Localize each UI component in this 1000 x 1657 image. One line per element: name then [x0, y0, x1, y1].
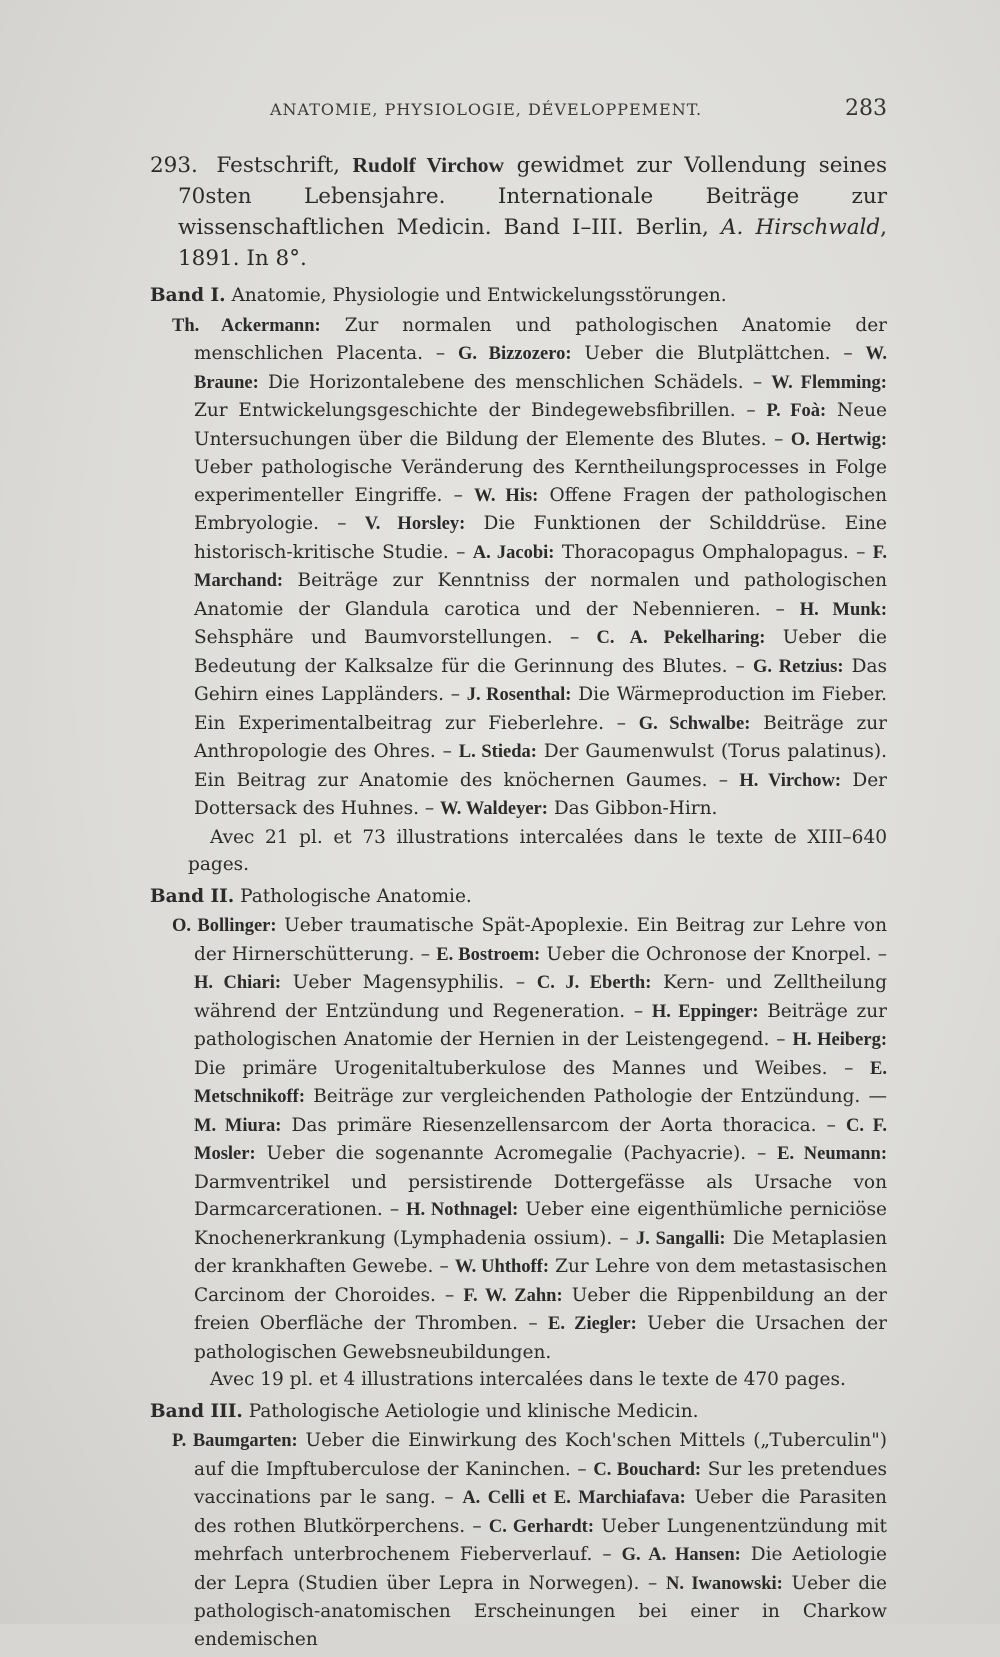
contribution-author: W. His: [474, 485, 539, 506]
band-section [150, 282, 887, 879]
contribution-author: E. Bostroem: [436, 944, 541, 965]
contribution-author: C. Bouchard: [593, 1459, 702, 1480]
contribution-title: Sur les pretendues vaccinations par le sang. – [194, 1458, 888, 1508]
contribution-title: Beiträge zur Kenntniss der normalen und pathologischen Anatomie der Glandula carotica und der Nebennieren. – [194, 570, 887, 620]
contribution-title: Sehsphäre und Baumvorstellungen. – [194, 627, 580, 648]
contribution-title: Die Aetiologie der Lepra (Studien über Lepra in Norwegen). – [194, 1544, 887, 1594]
band-title: Anatomie, Physiologie und Entwickelungsstörungen. [231, 285, 727, 306]
band-note: Avec 19 pl. et 4 illustrations intercalées dans le texte de 470 pages. [210, 1369, 846, 1390]
contribution-title: Ueber pathologische Veränderung des Kerntheilungsprocesses in Folge experimenteller Eingriffe. – [194, 457, 887, 506]
contributions-list [172, 1427, 887, 1653]
contribution-author: W. Braune: [194, 344, 887, 393]
contribution-title: Zur Entwickelungsgeschichte der Bindegewebsfibrillen. – [194, 400, 756, 421]
entry-heading [150, 150, 887, 274]
contribution-author: C. Gerhardt: [488, 1516, 594, 1537]
contribution-author: F. Marchand: [194, 542, 887, 591]
contribution-title: Der Dottersack des Huhnes. – [194, 769, 887, 819]
contribution-title: Das Gibbon-Hirn. [553, 798, 718, 819]
contribution-title: Die primäre Urogenitaltuberkulose des Mannes und Weibes. – [194, 1057, 854, 1079]
contribution-author: H. Nothnagel: [406, 1200, 519, 1220]
contribution-author: H. Munk: [799, 599, 887, 620]
contribution-author: Th. Ackermann: [172, 315, 321, 336]
band-title: Pathologische Anatomie. [240, 885, 472, 907]
contribution-author: G. Retzius: [752, 656, 844, 677]
contribution-author: C. J. Eberth: [536, 973, 652, 993]
contribution-title: Die Funktionen der Schilddrüse. Eine historisch-kritische Studie. – [194, 513, 887, 563]
contribution-author: G. A. Hansen: [621, 1545, 741, 1565]
contribution-title: Kern- und Zelltheilung während der Entzündung und Regeneration. – [194, 972, 887, 1022]
contribution-title: Das Gehirn eines Lappländers. – [194, 655, 887, 705]
contribution-author: C. A. Pekelharing: [596, 628, 766, 648]
contribution-item [436, 944, 887, 965]
contribution-author: H. Eppinger: [651, 1001, 759, 1022]
contribution-title: Ueber die sogenannte Acromegalie (Pachyacrie). – [266, 1143, 767, 1164]
contribution-author: J. Sangalli: [635, 1228, 726, 1249]
entry-text-a: Festschrift, [216, 153, 341, 178]
contribution-author: A. Celli et E. Marchiafava: [462, 1488, 686, 1508]
contribution-title: Neue Untersuchungen über die Bildung der Elemente des Blutes. – [194, 400, 887, 450]
contribution-title: Thoracopagus Omphalopagus. – [561, 541, 866, 563]
contribution-item [440, 798, 717, 819]
contribution-title: Ueber Magensyphilis. – [292, 972, 526, 993]
contribution-author: W. Waldeyer: [440, 799, 548, 819]
contribution-title: Zur normalen und pathologischen Anatomie der menschlichen Placenta. – [194, 314, 887, 364]
page-header [270, 96, 887, 130]
contribution-author: E. Metschnikoff: [194, 1058, 887, 1107]
contribution-author: E. Neumann: [777, 1144, 888, 1164]
contribution-title: Ueber die pathologisch-anatomischen Erscheinungen bei einer in Charkow endemischen [194, 1572, 888, 1650]
contribution-title: Die Wärmeproduction im Fieber. Ein Experimentalbeitrag zur Fieberlehre. – [194, 684, 887, 734]
contributions-list [172, 312, 887, 824]
contribution-author: L. Stieda: [458, 742, 537, 762]
band-heading [150, 1398, 887, 1426]
page-number: 283 [845, 96, 887, 121]
contribution-author: H. Chiari: [194, 973, 282, 993]
contribution-title: Offene Fragen der pathologischen Embryologie. – [194, 484, 887, 534]
contribution-title: Beiträge zur vergleichenden Pathologie der Entzündung. — [313, 1086, 887, 1107]
contribution-author: O. Bollinger: [172, 916, 277, 936]
contribution-title: Ueber eine eigenthümliche perniciöse Knochenerkrankung (Lymphadenia ossium). – [194, 1199, 888, 1249]
contribution-author: H. Virchow: [739, 770, 842, 791]
contribution-title: Ueber Lungenentzündung mit mehrfach unterbrochenem Fieberverlauf. – [194, 1515, 887, 1565]
contribution-author: A. Jacobi: [472, 542, 555, 563]
contribution-author: W. Flemming: [771, 372, 887, 393]
contribution-author: G. Bizzozero: [457, 344, 572, 364]
band-label: Band I. [150, 285, 226, 306]
contribution-author: P. Baumgarten: [172, 1431, 298, 1451]
body-text [150, 150, 887, 1657]
bands-container [150, 282, 887, 1653]
contribution-title: Ueber die Bedeutung der Kalksalze für die Gerinnung des Blutes. – [194, 627, 887, 677]
contribution-title: Ueber die Einwirkung des Koch'schen Mittels („Tuberculin") auf die Impftuberculose der Kaninchen. – [194, 1430, 887, 1480]
contribution-author: W. Uhthoff: [454, 1257, 550, 1277]
contribution-item [473, 542, 866, 563]
contribution-title: Ueber die Parasiten des rothen Blutkörperchens. – [194, 1487, 887, 1537]
band-note: Avec 21 pl. et 73 illustrations intercalées dans le texte de XIII–640 pages. [188, 826, 887, 875]
contribution-author: F. W. Zahn: [463, 1285, 563, 1306]
contribution-author: P. Foà: [766, 401, 827, 421]
contribution-author: M. Miura: [194, 1115, 282, 1136]
contribution-author: J. Rosenthal: [466, 685, 572, 705]
contribution-author: E. Ziegler: [548, 1314, 637, 1334]
band-section [150, 1398, 887, 1654]
contribution-title: Ueber die Rippenbildung an der freien Oberfläche der Thromben. – [194, 1284, 888, 1334]
contribution-author: C. F. Mosler: [194, 1115, 888, 1164]
contribution-title: Das primäre Riesenzellensarcom der Aorta thoracica. – [291, 1114, 836, 1136]
contribution-author: V. Horsley: [364, 514, 466, 534]
band-heading [150, 282, 887, 310]
contribution-title: Beiträge zur Anthropologie des Ohres. – [194, 712, 887, 762]
contribution-title: Ueber die Blutplättchen. – [584, 343, 853, 364]
band-heading [150, 883, 887, 911]
band-label: Band III. [150, 1400, 243, 1422]
contribution-item [194, 972, 525, 993]
band-title: Pathologische Aetiologie und klinische Medicin. [248, 1400, 699, 1422]
contribution-author: H. Heiberg: [792, 1030, 887, 1050]
contributions-list [172, 912, 887, 1366]
contribution-item [458, 343, 853, 364]
contribution-author: G. Schwalbe: [638, 713, 751, 734]
entry-text-c: , 1891. In 8°. [178, 215, 887, 271]
contribution-author: O. Hertwig: [790, 429, 887, 450]
contribution-title: Ueber die Ursachen der pathologischen Gewebsneubildungen. [194, 1313, 887, 1363]
entry-number: 293. [150, 153, 198, 178]
running-title: ANATOMIE, PHYSIOLOGIE, DÉVELOPPEMENT. [270, 100, 703, 119]
entry-text-b: gewidmet zur Vollendung seines 70sten Lebensjahre. Internationale Beiträge zur wissenschaftlichen Medicin. Band I–III. Berlin, [178, 153, 888, 240]
contribution-title: Die Horizontalebene des menschlichen Schädels. – [267, 371, 763, 393]
band-label: Band II. [150, 885, 235, 907]
contribution-title: Ueber die Ochronose der Knorpel. – [546, 943, 887, 965]
contribution-title: Beiträge zur pathologischen Anatomie der Hernien in der Leistengegend. – [194, 1000, 887, 1050]
band-section [150, 883, 887, 1394]
contribution-title: Ueber traumatische Spät-Apoplexie. Ein Beitrag zur Lehre von der Hirnerschütterung. – [194, 915, 887, 965]
entry-publisher: A. Hirschwald [721, 215, 881, 240]
contribution-item [194, 1115, 836, 1136]
contribution-title: Darmventrikel und persistirende Dottergefässe als Ursache von Darmcarcerationen. – [194, 1171, 887, 1220]
contribution-author: N. Iwanowski: [665, 1573, 783, 1594]
contribution-title: Zur Lehre von dem metastasischen Carcinom der Choroides. – [194, 1256, 887, 1306]
contribution-title: Die Metaplasien der krankhaften Gewebe. – [194, 1227, 887, 1277]
entry-honoree: Rudolf Virchow [352, 153, 505, 177]
contribution-title: Der Gaumenwulst (Torus palatinus). Ein Beitrag zur Anatomie des knöchernen Gaumes. – [194, 741, 888, 791]
